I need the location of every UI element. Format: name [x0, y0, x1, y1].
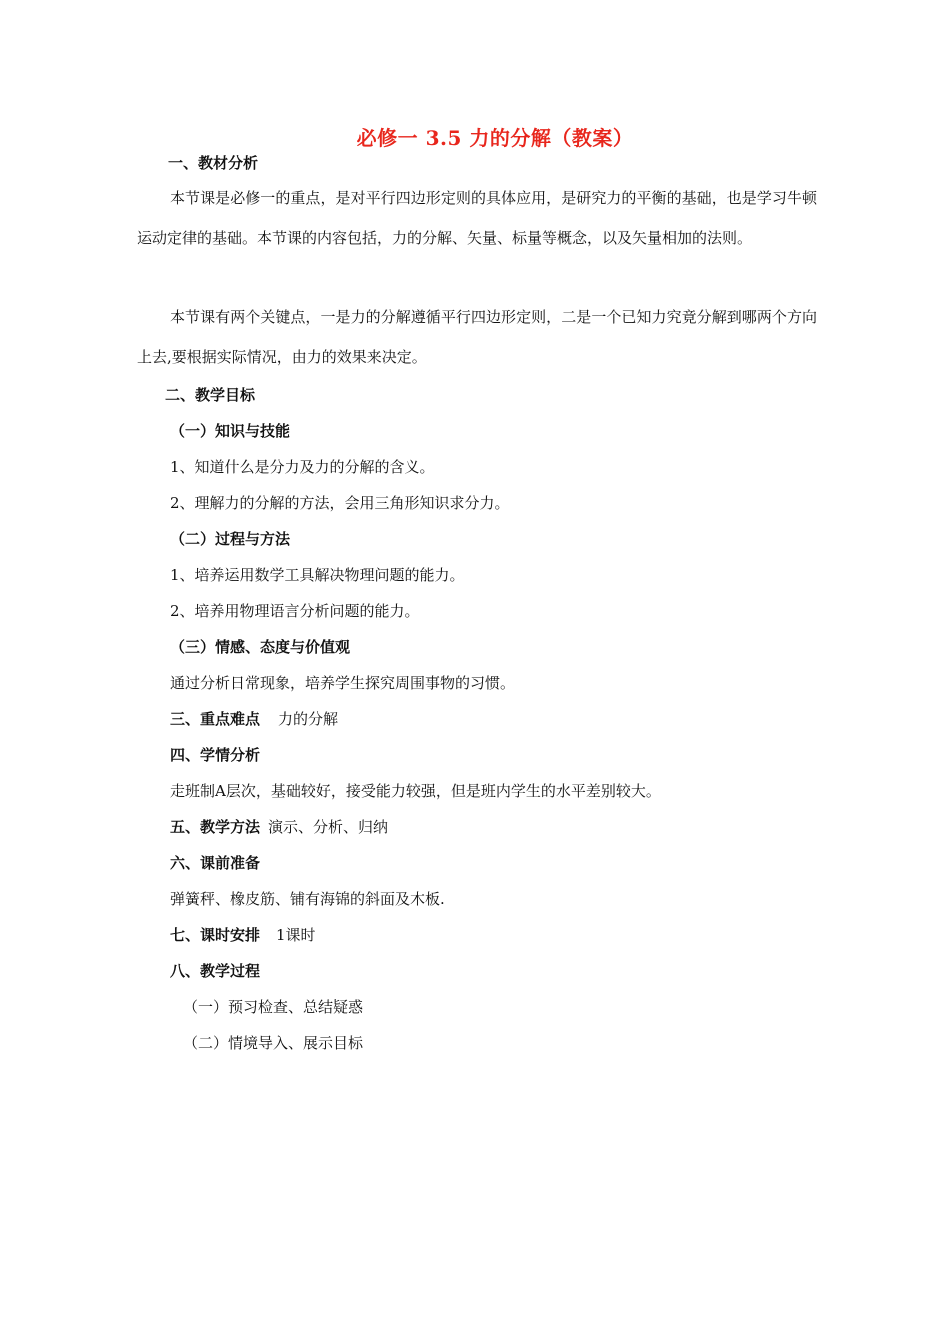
section-heading-teaching-process: 八、教学过程	[170, 962, 261, 980]
section-heading-student-analysis: 四、学情分析	[170, 746, 261, 764]
section-heading-key-points: 三、重点难点	[170, 710, 261, 728]
process-item: （一）预习检查、总结疑惑	[183, 998, 364, 1016]
key-points-text: 力的分解	[278, 710, 339, 728]
section-heading-preparation: 六、课前准备	[170, 854, 261, 872]
section-heading-teaching-goals: 二、教学目标	[165, 386, 256, 404]
section-heading-textbook-analysis: 一、教材分析	[168, 154, 259, 172]
goal-item: 2、理解力的分解的方法，会用三角形知识求分力。	[170, 494, 510, 512]
teaching-methods-text: 演示、分析、归纳	[268, 818, 389, 836]
goal-item: 1、知道什么是分力及力的分解的含义。	[170, 458, 435, 476]
preparation-text: 弹簧秤、橡皮筋、铺有海锦的斜面及木板.	[170, 890, 445, 908]
student-analysis-text: 走班制A层次，基础较好，接受能力较强，但是班内学生的水平差别较大。	[170, 782, 661, 800]
goal-text: 通过分析日常现象，培养学生探究周围事物的习惯。	[170, 674, 516, 692]
subheading-knowledge-skills: （一）知识与技能	[170, 422, 291, 440]
subheading-attitudes-values: （三）情感、态度与价值观	[170, 638, 351, 656]
section-heading-schedule: 七、课时安排	[170, 926, 261, 944]
goal-item: 2、培养用物理语言分析问题的能力。	[170, 602, 420, 620]
section-heading-teaching-methods: 五、教学方法	[170, 818, 261, 836]
section-teaching-methods	[170, 817, 388, 837]
paragraph-textbook-1: 本节课是必修一的重点，是对平行四边形定则的具体应用，是研究力的平衡的基础，也是学习牛顿运动定律的基础。本节课的内容包括，力的分解、矢量、标量等概念，以及矢量相加的法则。	[137, 189, 817, 247]
schedule-text: 1课时	[276, 926, 316, 944]
goal-item: 1、培养运用数学工具解决物理问题的能力。	[170, 566, 465, 584]
section-schedule	[170, 925, 316, 945]
subheading-process-methods: （二）过程与方法	[170, 530, 291, 548]
document-title: 必修一 3.5 力的分解（教案）	[356, 126, 634, 150]
paragraph-textbook-2: 本节课有两个关键点，一是力的分解遵循平行四边形定则，二是一个已知力究竟分解到哪两个方向上去,要根据实际情况，由力的效果来决定。	[137, 308, 817, 366]
section-key-points	[170, 709, 338, 729]
process-item: （二）情境导入、展示目标	[183, 1034, 364, 1052]
